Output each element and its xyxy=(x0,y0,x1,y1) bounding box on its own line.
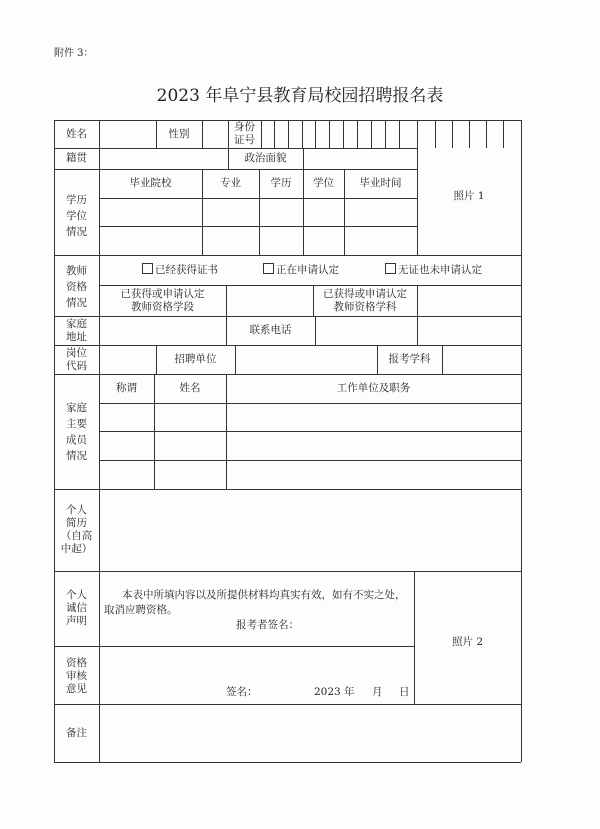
applicant-signature: 报考者签名： xyxy=(236,619,299,631)
phone-label: 联系电话 xyxy=(249,324,292,336)
post-code-label: 岗位 代码 xyxy=(66,347,87,372)
remark-label: 备注 xyxy=(66,727,87,739)
resume-label: 个人 简历 （自高 中起） xyxy=(60,504,93,555)
checkbox-icon[interactable] xyxy=(263,263,274,274)
degree-header: 学位 xyxy=(313,177,334,189)
attachment-label: 附件 3： xyxy=(54,48,94,59)
native-place-label: 籍贯 xyxy=(66,152,87,164)
political-status-label: 政治面貌 xyxy=(244,152,287,164)
major-header: 专业 xyxy=(220,177,241,189)
review-signature: 签名： xyxy=(226,686,258,698)
subject-label: 报考学科 xyxy=(388,353,431,365)
cert-applying-option[interactable]: 正在申请认定 xyxy=(263,263,339,277)
address-label: 家庭 地址 xyxy=(66,318,87,343)
edu-level-header: 学历 xyxy=(270,177,292,189)
photo-2-placeholder: 照片 2 xyxy=(451,636,484,648)
cert-subject-label: 已获得或申请认定 教师资格学科 xyxy=(323,288,407,313)
cert-obtained-option[interactable]: 已经获得证书 xyxy=(142,263,218,277)
grad-school-header: 毕业院校 xyxy=(129,177,172,189)
photo-1-placeholder: 照片 1 xyxy=(453,190,485,202)
name-label: 姓名 xyxy=(66,128,87,140)
family-label: 家庭 主要 成员 情况 xyxy=(66,402,87,462)
integrity-statement-cont: 取消应聘资格。 xyxy=(104,604,178,616)
work-unit-header: 工作单位及职务 xyxy=(336,382,411,394)
page-title: 2023 年阜宁县教育局校园招聘报名表 xyxy=(156,86,444,106)
id-number-label: 身份 证号 xyxy=(234,121,255,146)
recruit-unit-label: 招聘单位 xyxy=(174,353,217,365)
review-label: 资格 审核 意见 xyxy=(66,657,87,695)
relation-header: 称谓 xyxy=(116,382,137,394)
cert-stage-label: 已获得或申请认定 教师资格学段 xyxy=(120,288,205,313)
cert-none-option[interactable]: 无证也未申请认定 xyxy=(385,263,482,277)
member-name-header: 姓名 xyxy=(179,382,201,394)
teacher-cert-label: 教师 资格 情况 xyxy=(66,265,87,309)
grad-time-header: 毕业时间 xyxy=(359,177,402,189)
integrity-label: 个人 诚信 声明 xyxy=(66,589,87,627)
review-year: 2023 年 xyxy=(314,686,355,698)
integrity-statement: 本表中所填内容以及所提供材料均真实有效，如有不实之处， xyxy=(122,589,406,601)
gender-label: 性别 xyxy=(168,128,190,140)
checkbox-icon[interactable] xyxy=(142,263,153,274)
review-day: 日 xyxy=(399,686,410,698)
review-month: 月 xyxy=(372,686,383,698)
checkbox-icon[interactable] xyxy=(385,263,396,274)
education-label: 学历 学位 情况 xyxy=(66,194,87,238)
